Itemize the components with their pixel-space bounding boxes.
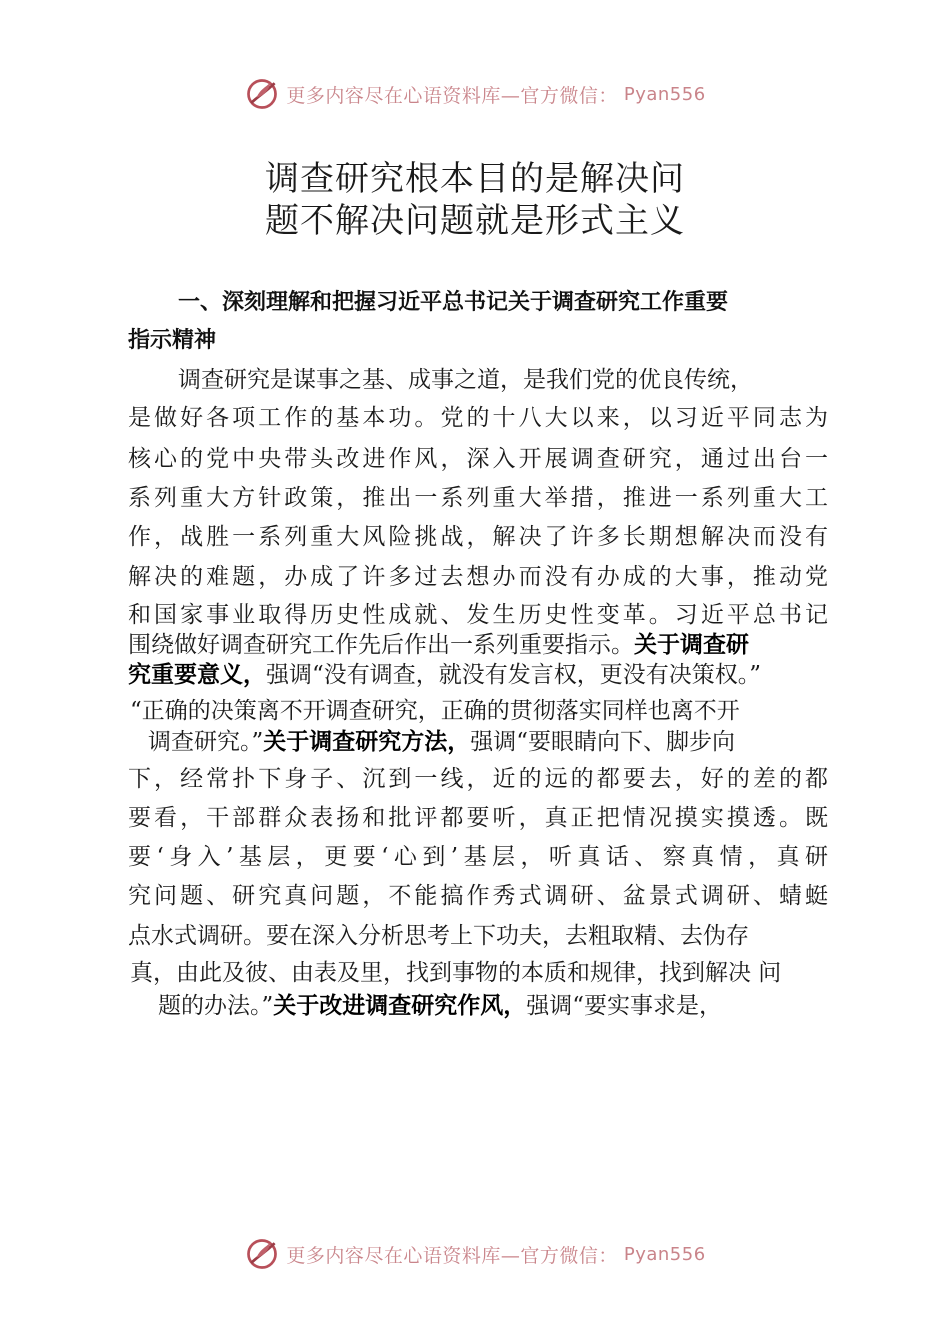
body-line: 系列重大方针政策，推出一系列重大举措，推进一系列重大工 <box>128 485 828 511</box>
body-line: 作，战胜一系列重大风险挑战，解决了许多长期想解决而没有 <box>128 524 828 550</box>
body-text: 强调“没有调查，就没有发言权，更没有决策权。” <box>266 662 762 688</box>
body-line: 要看，干部群众表扬和批评都要听，真正把情况摸实摸透。既 <box>128 805 828 831</box>
emphasis-text: 究重要意义， <box>128 662 266 688</box>
body-line: 是做好各项工作的基本功。党的十八大以来，以习近平同志为 <box>128 405 828 431</box>
body-line <box>148 723 828 761</box>
flame-logo-icon <box>244 1236 280 1272</box>
emphasis-text: 关于调查研 <box>634 632 749 658</box>
body-line <box>128 656 848 694</box>
flame-logo-icon <box>244 76 280 112</box>
body-text: 题的办法。” <box>158 993 274 1019</box>
body-line: 调查研究是谋事之基、成事之道，是我们党的优良传统， <box>178 367 753 393</box>
watermark-header <box>0 76 950 112</box>
document-title <box>0 158 950 242</box>
body-line: 核心的党中央带头改进作风，深入开展调查研究，通过出台一 <box>128 446 828 472</box>
body-text: 围绕做好调查研究工作先后作出一系列重要指示。 <box>128 632 634 658</box>
emphasis-text: 关于改进调查研究作风， <box>273 993 527 1019</box>
body-line: 要‘身入’基层，更要‘心到’基层，听真话、察真情，真研 <box>128 844 828 870</box>
body-line: 点水式调研。要在深入分析思考上下功夫，去粗取精、去伪存 <box>128 923 749 949</box>
body-line: 下，经常扑下身子、沉到一线，近的远的都要去，好的差的都 <box>128 766 828 792</box>
body-text: 调查研究。” <box>148 729 264 755</box>
title-line-2: 题不解决问题就是形式主义 <box>265 201 685 241</box>
body-line: “正确的决策离不开调查研究，正确的贯彻落实同样也离不开 <box>130 698 740 724</box>
body-line: 解决的难题，办成了许多过去想办而没有办成的大事，推动党 <box>128 564 828 590</box>
watermark-footer <box>0 1236 950 1272</box>
body-line: 真，由此及彼、由表及里，找到事物的本质和规律，找到解决 问 <box>130 960 782 986</box>
body-line: 究问题、研究真问题，不能搞作秀式调研、盆景式调研、蜻蜓 <box>128 883 828 909</box>
watermark-handle: Pyan556 <box>623 83 706 105</box>
emphasis-text: 关于调查研究方法， <box>263 729 471 755</box>
section-heading-line-1: 一、深刻理解和把握习近平总书记关于调查研究工作重要 <box>178 290 729 315</box>
body-text: 强调“要实事求是， <box>526 993 723 1019</box>
section-heading <box>128 284 828 360</box>
watermark-text: 更多内容尽在心语资料库—官方微信： <box>286 1244 618 1267</box>
watermark-text: 更多内容尽在心语资料库—官方微信： <box>286 84 618 107</box>
watermark-handle: Pyan556 <box>623 1243 706 1265</box>
section-heading-line-2: 指示精神 <box>128 328 217 353</box>
title-line-1: 调查研究根本目的是解决问 <box>265 159 685 199</box>
body-text: 强调“要眼睛向下、脚步向 <box>470 729 736 755</box>
body-line: 和国家事业取得历史性成就、发生历史性变革。习近平总书记 <box>128 602 828 628</box>
body-line <box>158 987 828 1025</box>
